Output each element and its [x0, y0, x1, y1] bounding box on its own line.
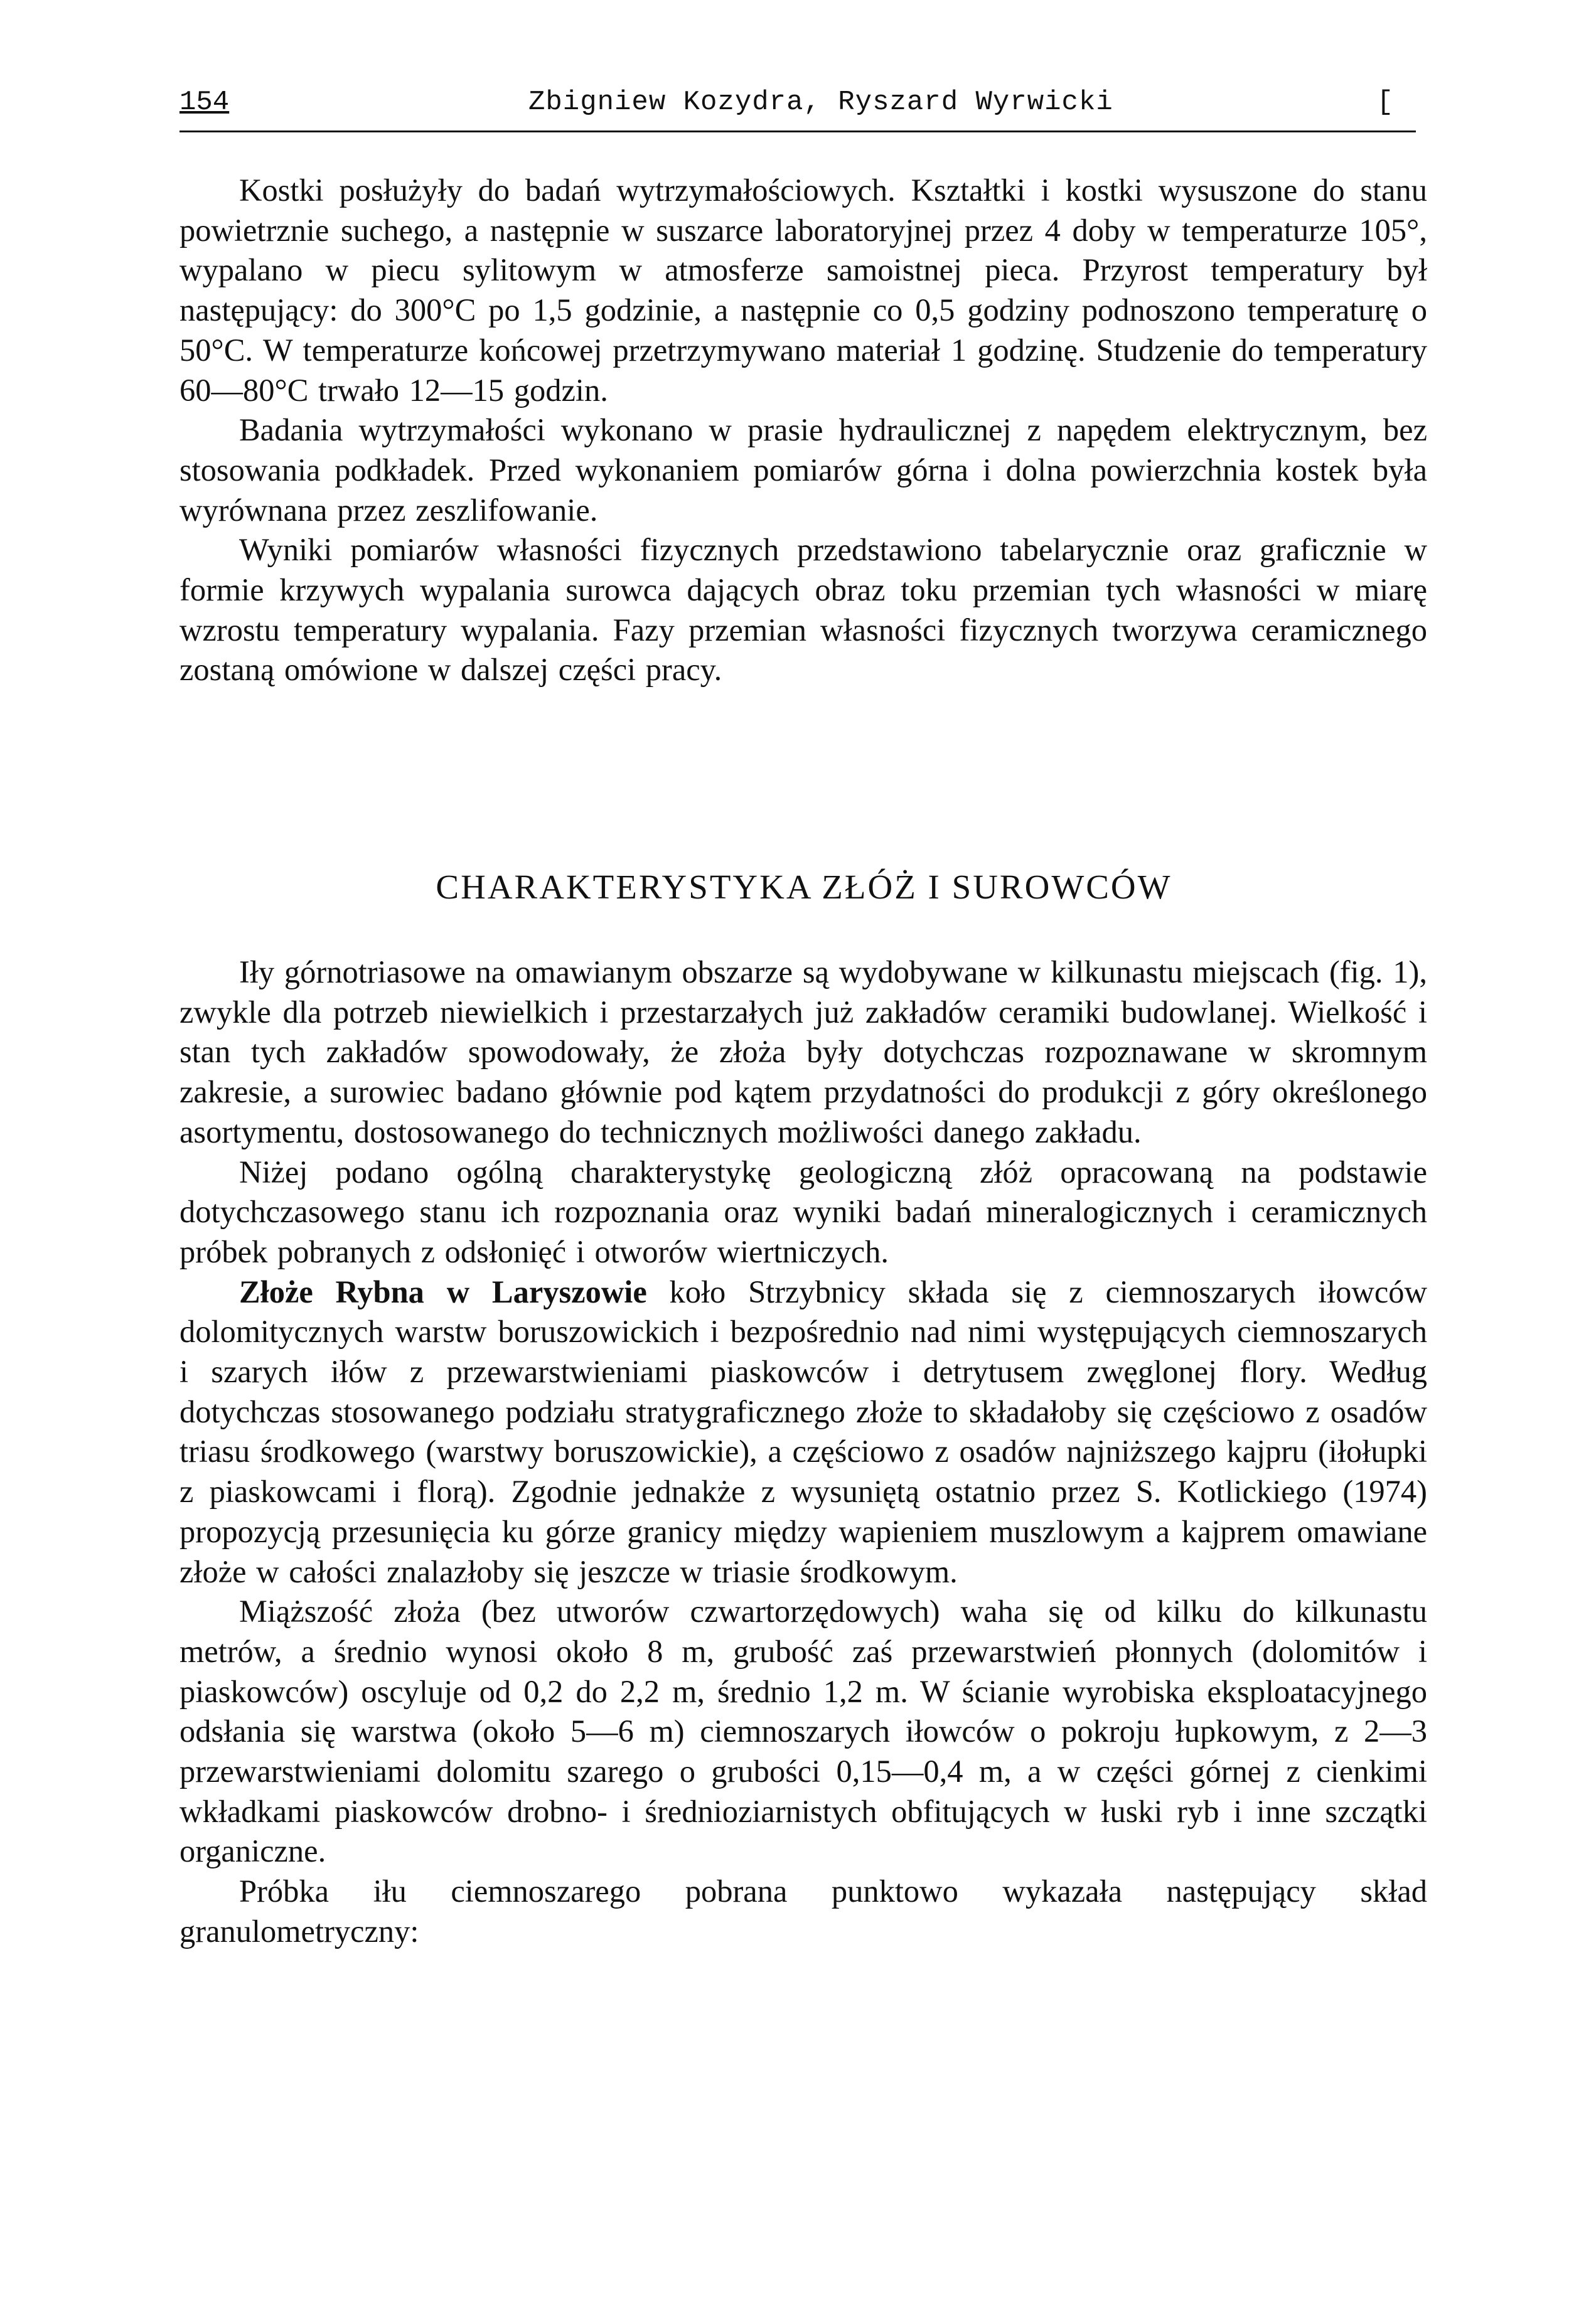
paragraph-probka: Próbka iłu ciemnoszarego pobrana punktowo wykazała następujący skład granulometryczny:	[179, 1874, 1427, 1949]
paragraph-ily: Iły górnotriasowe na omawianym obszarze są wydobywane w kilkunastu miejscach (fig. 1), zwykle dla potrzeb niewielkich i przestarzałych już zakładów ceramiki budowlanej. Wielkość i stan tych zakładów spowodowały, że złoża były dotychczas rozpoznawane w skromnym zakresie, a surowiec badano głównie pod kątem przydatności do produkcji z góry określonego asortymentu, dostosowanego do technicznych możliwości danego zakładu.	[179, 954, 1427, 1149]
header-bracket: [	[1376, 87, 1393, 118]
page-header	[179, 80, 1416, 132]
paragraph-wyniki: Wyniki pomiarów własności fizycznych przedstawiono tabelarycznie oraz graficznie w formie krzywych wypalania surowca dających obraz toku przemian tych własności w miarę wzrostu temperatury wypalania. Fazy przemian własności fizycznych tworzywa ceramicznego zostaną omówione w dalszej części pracy.	[179, 532, 1427, 688]
paragraph-zloze-rybna	[179, 1272, 1427, 1592]
page-number: 154	[179, 87, 230, 118]
body-text	[179, 171, 1427, 690]
paragraph-kostki: Kostki posłużyły do badań wytrzymałościowych. Kształtki i kostki wysuszone do stanu powietrznie suchego, a następnie w suszarce laboratoryjnej przez 4 doby w temperaturze 105°, wypalano w piecu sylitowym w atmosferze samoistnej pieca. Przyrost temperatury był następujący: do 300°C po 1,5 godzinie, a następnie co 0,5 godziny podnoszono temperaturę o 50°C. W temperaturze końcowej przetrzymywano materiał 1 godzinę. Studzenie do temperatury 60—80°C trwało 12—15 godzin.	[179, 173, 1427, 408]
running-head-authors: Zbigniew Kozydra, Ryszard Wyrwicki	[528, 87, 1113, 118]
section-body	[179, 952, 1427, 1952]
paragraph-badania: Badania wytrzymałości wykonano w prasie hydraulicznej z napędem elektrycznym, bez stosowania podkładek. Przed wykonaniem pomiarów górna i dolna powierzchnia kostek była wyrównana przez zeszlifowanie.	[179, 412, 1427, 528]
section-heading: CHARAKTERYSTYKA ZŁÓŻ I SUROWCÓW	[436, 868, 1172, 906]
deposit-name-bold: Złoże Rybna w Laryszowie	[239, 1274, 647, 1309]
paragraph-miazszosc: Miąższość złoża (bez utworów czwartorzędowych) waha się od kilku do kilkunastu metrów, a średnio wynosi około 8 m, grubość zaś przewarstwień płonnych (dolomitów i piaskowców) oscyluje od 0,2 do 2,2 m, średnio 1,2 m. W ścianie wyrobiska eksploatacyjnego odsłania się warstwa (około 5—6 m) ciemnoszarych iłowców o pokroju łupkowym, z 2—3 przewarstwieniami dolomitu szarego o grubości 0,15—0,4 m, a w części górnej z cienkimi wkładkami piaskowców drobno- i średnioziarnistych obfitujących w łuski ryb i inne szczątki organiczne.	[179, 1594, 1427, 1869]
paragraph-nizej: Niżej podano ogólną charakterystykę geologiczną złóż opracowaną na podstawie dotychczasowego stanu ich rozpoznania oraz wyniki badań mineralogicznych i ceramicznych próbek pobranych z odsłonięć i otworów wiertniczych.	[179, 1154, 1427, 1269]
paragraph-zloze-rybna-text: koło Strzybnicy składa się z ciemnoszarych iłowców dolomitycznych warstw boruszowickich i bezpośrednio nad nimi występujących ciemnoszarych i szarych iłów z przewarstwieniami piaskowców i detrytusem zwęglonej flory. Według dotychczas stosowanego podziału stratygraficznego złoże to składałoby się częściowo z osadów triasu środkowego (warstwy boruszowickie), a częściowo z osadów najniższego kajpru (iłołupki z piaskowcami i florą). Zgodnie jednakże z wysuniętą ostatnio przez S. Kotlickiego (1974) propozycją przesunięcia ku górze granicy między wapieniem muszlowym a kajprem omawiane złoże w całości znalazłoby się jeszcze w triasie środkowym.	[179, 1274, 1427, 1589]
